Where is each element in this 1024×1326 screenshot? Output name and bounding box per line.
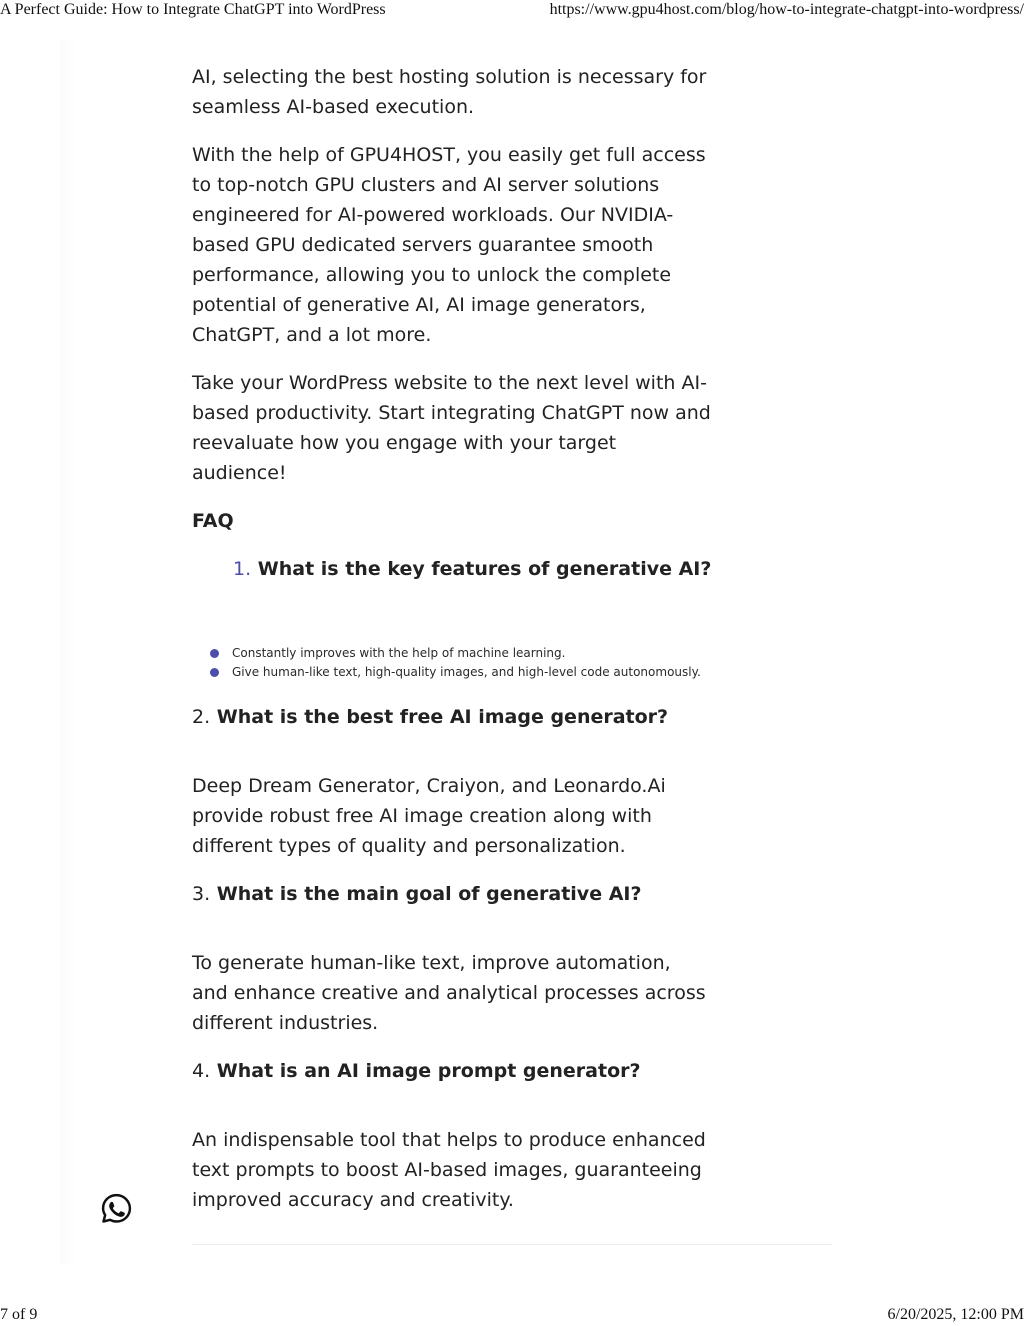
faq-answer: Deep Dream Generator, Craiyon, and Leonardo.Ai provide robust free AI image creation along with different types of quality and personalization. xyxy=(192,775,666,857)
page-side-shadow xyxy=(60,40,76,1265)
print-page-title: A Perfect Guide: How to Integrate ChatGPT into WordPress xyxy=(0,1,386,18)
faq-question-number: 2. xyxy=(192,706,211,728)
print-header xyxy=(0,0,1024,22)
faq-question-text: What is the best free AI image generator? xyxy=(216,706,669,728)
faq-question xyxy=(192,879,712,909)
list-item-text: Constantly improves with the help of machine learning. xyxy=(232,646,566,660)
bullet-dot-icon xyxy=(210,649,219,658)
list-item xyxy=(210,663,730,682)
list-item xyxy=(210,644,730,663)
whatsapp-icon[interactable] xyxy=(100,1192,133,1225)
faq-question-number: 1. xyxy=(233,558,252,580)
faq-question xyxy=(192,554,712,584)
faq-question-text: What is the main goal of generative AI? xyxy=(216,883,642,905)
faq-answer-bullets xyxy=(210,644,730,682)
page-counter: 7 of 9 xyxy=(0,1306,38,1323)
article-body xyxy=(192,62,712,1233)
print-page-url[interactable]: https://www.gpu4host.com/blog/how-to-integrate-chatgpt-into-wordpress/ xyxy=(549,1,1024,18)
article-paragraph: Take your WordPress website to the next level with AI-based productivity. Start integrating ChatGPT now and reevaluate how you engage with your target audience! xyxy=(192,372,711,484)
faq-answer: To generate human-like text, improve automation, and enhance creative and analytical processes across different industries. xyxy=(192,952,706,1034)
faq-question-text: What is an AI image prompt generator? xyxy=(216,1060,641,1082)
list-item-text: Give human-like text, high-quality images, and high-level code autonomously. xyxy=(232,665,701,679)
article-paragraph: With the help of GPU4HOST, you easily get full access to top-notch GPU clusters and AI server solutions engineered for AI-powered workloads. Our NVIDIA-based GPU dedicated servers guarantee smooth performance, allowing you to unlock the complete potential of generative AI, AI image generators, ChatGPT, and a lot more. xyxy=(192,144,706,346)
faq-question-number: 4. xyxy=(192,1060,211,1082)
article-paragraph: AI, selecting the best hosting solution is necessary for seamless AI-based execution. xyxy=(192,66,707,118)
faq-question xyxy=(192,702,712,732)
print-datetime: 6/20/2025, 12:00 PM xyxy=(887,1306,1024,1323)
content-divider xyxy=(192,1244,832,1245)
faq-heading: FAQ xyxy=(192,510,234,532)
bullet-dot-icon xyxy=(210,668,219,677)
faq-question xyxy=(192,1056,712,1086)
faq-question-number: 3. xyxy=(192,883,211,905)
print-footer xyxy=(0,1306,1024,1326)
faq-answer: An indispensable tool that helps to produce enhanced text prompts to boost AI-based images, guaranteeing improved accuracy and creativity. xyxy=(192,1129,706,1211)
faq-question-text: What is the key features of generative AI? xyxy=(257,558,712,580)
